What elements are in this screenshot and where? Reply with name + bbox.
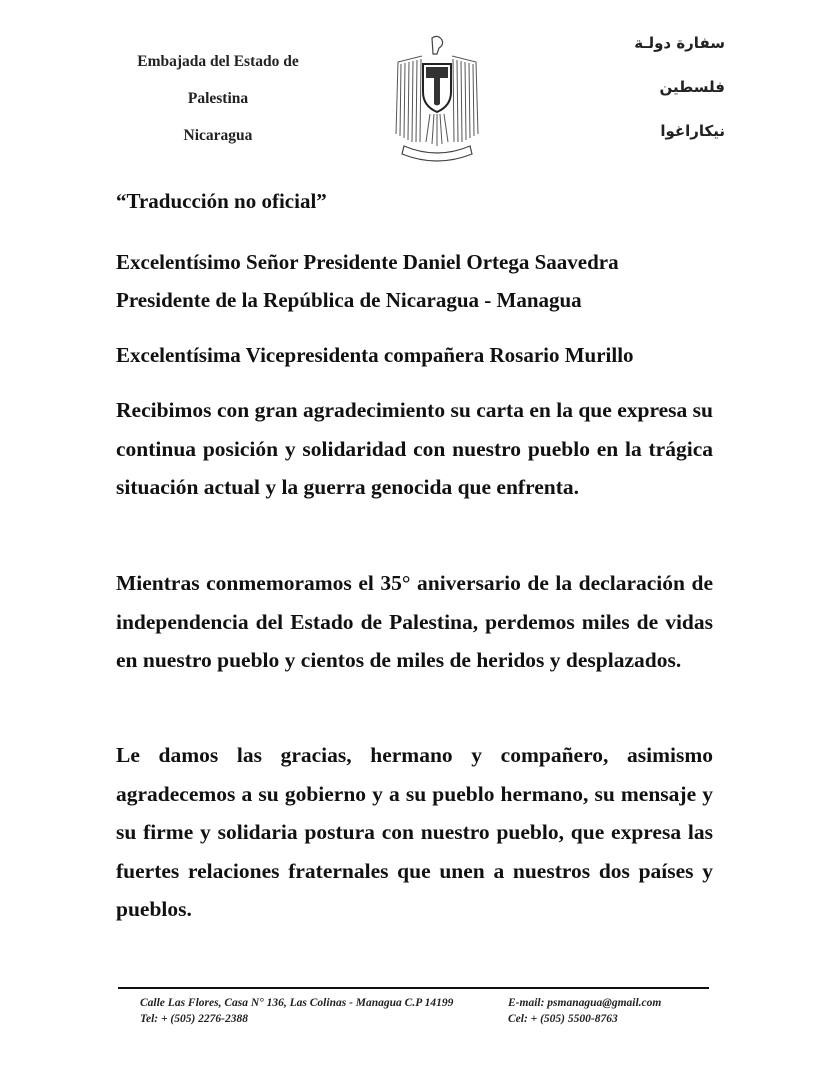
embassy-name-line: Palestina (187, 90, 249, 107)
embassy-name-arabic (615, 28, 725, 160)
footer-cell: Cel: + (505) 5500-8763 (508, 1013, 618, 1025)
addressee-block (116, 243, 716, 319)
footer-contact-left (140, 995, 500, 1027)
translation-note: “Traducción no oficial” (116, 189, 327, 213)
body-paragraph: Le damos las gracias, hermano y compañero, asimismo agradecemos a su gobierno y a su pueblo hermano, su mensaje y su firme y solidaria postura con nuestro pueblo, que expresa las fuertes relaciones fraternales que unen a nuestros dos países y pueblos. (116, 743, 713, 922)
addressee-line: Presidente de la República de Nicaragua - Managua (116, 288, 582, 312)
embassy-name-arabic-line: سفارة دولـة (634, 34, 725, 52)
embassy-name-line: Nicaragua (183, 127, 253, 144)
embassy-name-line: Embajada del Estado de (137, 53, 299, 70)
body-paragraph: Recibimos con gran agradecimiento su carta en la que expresa su continua posición y solidaridad con nuestro pueblo en la trágica situación actual y la guerra genocida que enfrenta. (116, 398, 713, 500)
embassy-name-arabic-line: نيكاراغوا (660, 122, 725, 140)
footer-divider (118, 987, 709, 989)
embassy-name-spanish (118, 50, 318, 161)
addressee-line: Excelentísimo Señor Presidente Daniel Ortega Saavedra (116, 250, 619, 274)
footer-email: E-mail: psmanagua@gmail.com (508, 997, 662, 1009)
palestine-eagle-emblem-icon (392, 34, 482, 162)
footer-phone: Tel: + (505) 2276-2388 (140, 1013, 249, 1025)
body-paragraph: Mientras conmemoramos el 35° aniversario de la declaración de independencia del Estado de Palestina, perdemos miles de vidas en nuestro pueblo y cientos de miles de heridos y desplazados. (116, 571, 713, 673)
footer-address: Calle Las Flores, Casa N° 136, Las Colinas - Managua C.P 14199 (140, 997, 454, 1009)
footer-contact-right (508, 995, 708, 1027)
vice-president-line: Excelentísima Vicepresidenta compañera Rosario Murillo (116, 343, 634, 367)
embassy-name-arabic-line: فلسطين (659, 78, 725, 96)
